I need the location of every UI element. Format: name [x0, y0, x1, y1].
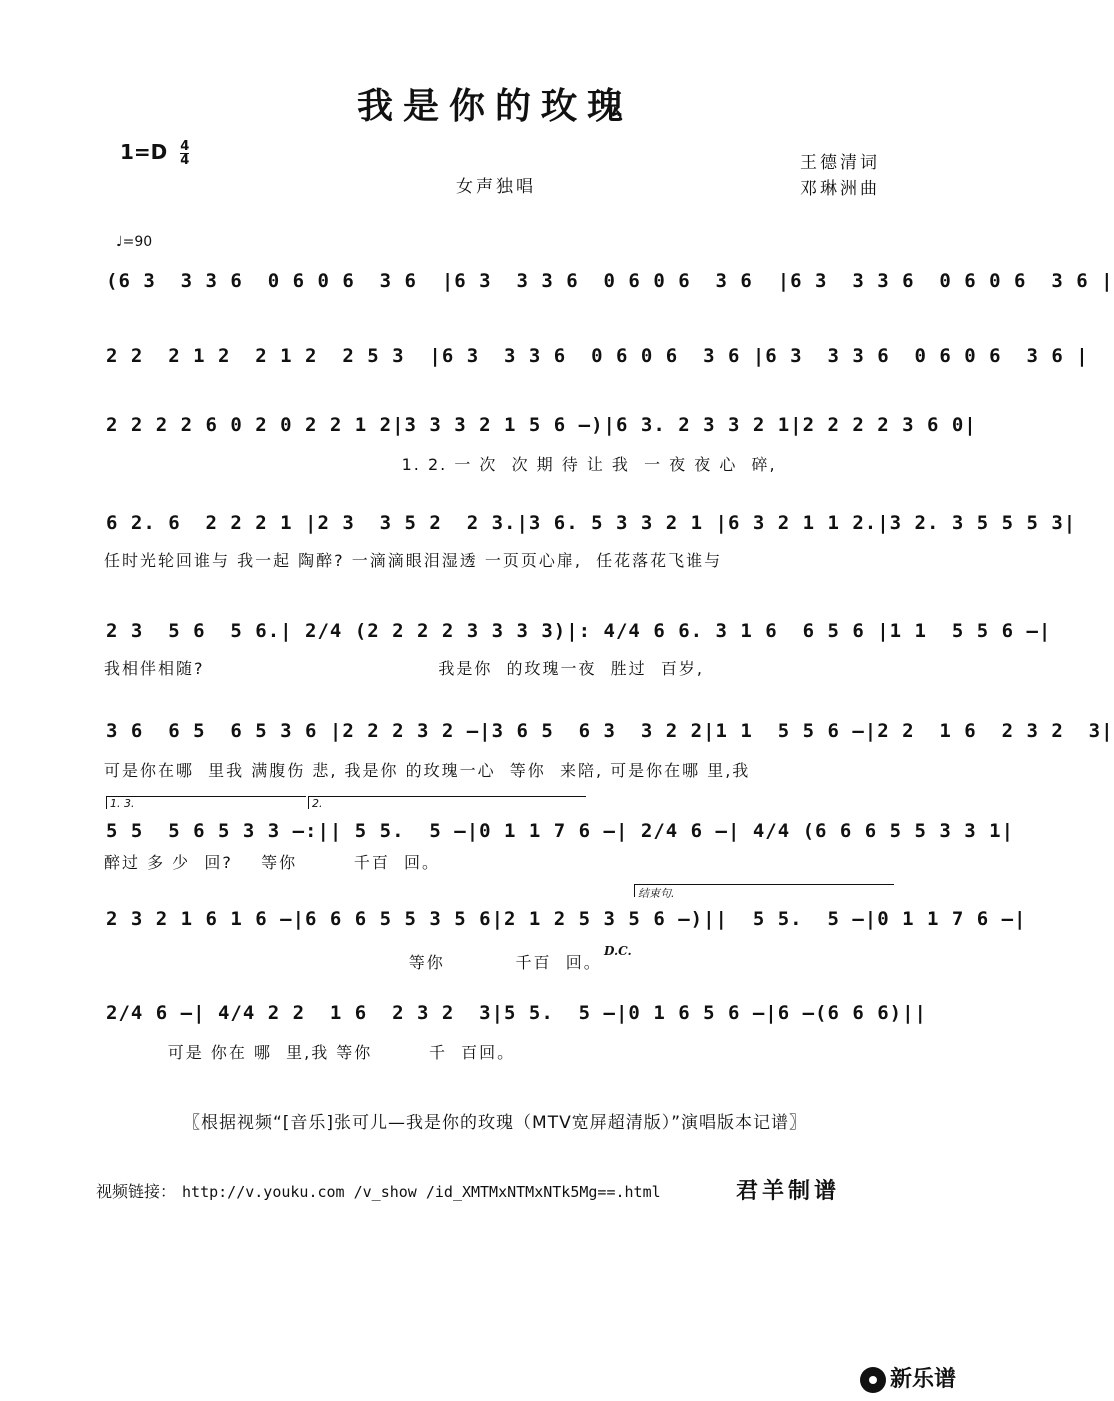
time-signature	[180, 140, 189, 167]
page-title: 我是你的玫瑰	[356, 85, 633, 127]
lyrics-row-8: 等你 千百 回。	[104, 953, 602, 972]
notation-row-7: 5 5 5 6 5 3 3 –:|| 5 5. 5 –|0 1 1 7 6 –| 2/4 6 –| 4/4 (6 6 6 5 5 3 3 1|	[106, 820, 1015, 842]
volta-second-ending: 2.	[308, 796, 586, 809]
notation-row-5: 2 3 5 6 5 6.| 2/4 (2 2 2 2 3 3 3 3)|: 4/4 6 6. 3 1 6 6 5 6 |1 1 5 5 6 –|	[106, 620, 1052, 642]
lyrics-row-5: 我相伴相随? 我是你 的玫瑰一夜 胜过 百岁,	[104, 659, 704, 678]
notation-row-2: 2 2 2 1 2 2 1 2 2 5 3 |6 3 3 3 6 0 6 0 6 3 6 |6 3 3 3 6 0 6 0 6 3 6 |	[106, 345, 1089, 367]
key-label: 1=D	[120, 140, 168, 164]
notation-row-1: (6 3 3 3 6 0 6 0 6 3 6 |6 3 3 3 6 0 6 0 6 3 6 |6 3 3 3 6 0 6 0 6 3 6 |	[106, 270, 1114, 292]
notation-row-3: 2 2 2 2 6 0 2 0 2 2 1 2|3 3 3 2 1 5 6 –)|6 3. 2 3 3 2 1|2 2 2 2 3 6 0|	[106, 414, 977, 436]
lyrics-row-7: 醉过 多 少 回? 等你 千百 回。	[104, 853, 441, 872]
video-link	[96, 1179, 661, 1202]
tempo-marking: ♩=90	[116, 234, 153, 250]
lyrics-row-3: 1. 2. 一 次 次 期 待 让 我 一 夜 夜 心 碎,	[104, 455, 777, 474]
lyrics-row-9: 可是 你在 哪 里,我 等你 千 百回。	[104, 1043, 516, 1062]
transcriber-signature: 君羊制谱	[736, 1178, 841, 1204]
notation-row-8: 2 3 2 1 6 1 6 –|6 6 6 5 5 3 5 6|2 1 2 5 3 5 6 –)|| 5 5. 5 –|0 1 1 7 6 –|	[106, 908, 1027, 930]
brand-logo	[860, 1362, 956, 1393]
lyrics-row-6: 可是你在哪 里我 满腹伤 悲, 我是你 的玫瑰一心 等你 来陪, 可是你在哪 里,我	[104, 761, 751, 780]
lyricist: 王德清词	[800, 153, 880, 173]
notation-row-4: 6 2. 6 2 2 2 1 |2 3 3 5 2 2 3.|3 6. 5 3 3 2 1 |6 3 2 1 1 2.|3 2. 3 5 5 5 3|	[106, 512, 1077, 534]
video-link-url[interactable]: http://v.youku.com /v_show /id_XMTMxNTMxNTk5Mg==.html	[182, 1183, 661, 1201]
brand-name: 新乐谱	[890, 1367, 957, 1392]
composer: 邓琳洲曲	[800, 179, 880, 199]
notation-row-6: 3 6 6 5 6 5 3 6 |2 2 2 3 2 –|3 6 5 6 3 3 2 2|1 1 5 5 6 –|2 2 1 6 2 3 2 3|	[106, 720, 1114, 742]
volta-ending-phrase: 结束句.	[634, 884, 894, 897]
key-signature	[120, 140, 189, 167]
record-icon	[860, 1367, 886, 1393]
lyrics-row-4: 任时光轮回谁与 我一起 陶醉? 一滴滴眼泪湿透 一页页心扉, 任花落花飞谁与	[104, 551, 723, 570]
da-capo-mark: D.C.	[604, 944, 632, 958]
source-note: 〖根据视频“[音乐]张可儿—我是你的玫瑰（MTV宽屏超清版）”演唱版本记谱〗	[182, 1113, 808, 1133]
video-link-label: 视频链接：	[96, 1182, 177, 1201]
volta-first-ending: 1. 3.	[106, 796, 306, 809]
notation-row-9: 2/4 6 –| 4/4 2 2 1 6 2 3 2 3|5 5. 5 –|0 1 6 5 6 –|6 –(6 6 6)||	[106, 1002, 927, 1024]
voice-type: 女声独唱	[456, 177, 536, 197]
time-signature-top: 4	[180, 139, 190, 154]
time-signature-bottom: 4	[180, 153, 190, 168]
